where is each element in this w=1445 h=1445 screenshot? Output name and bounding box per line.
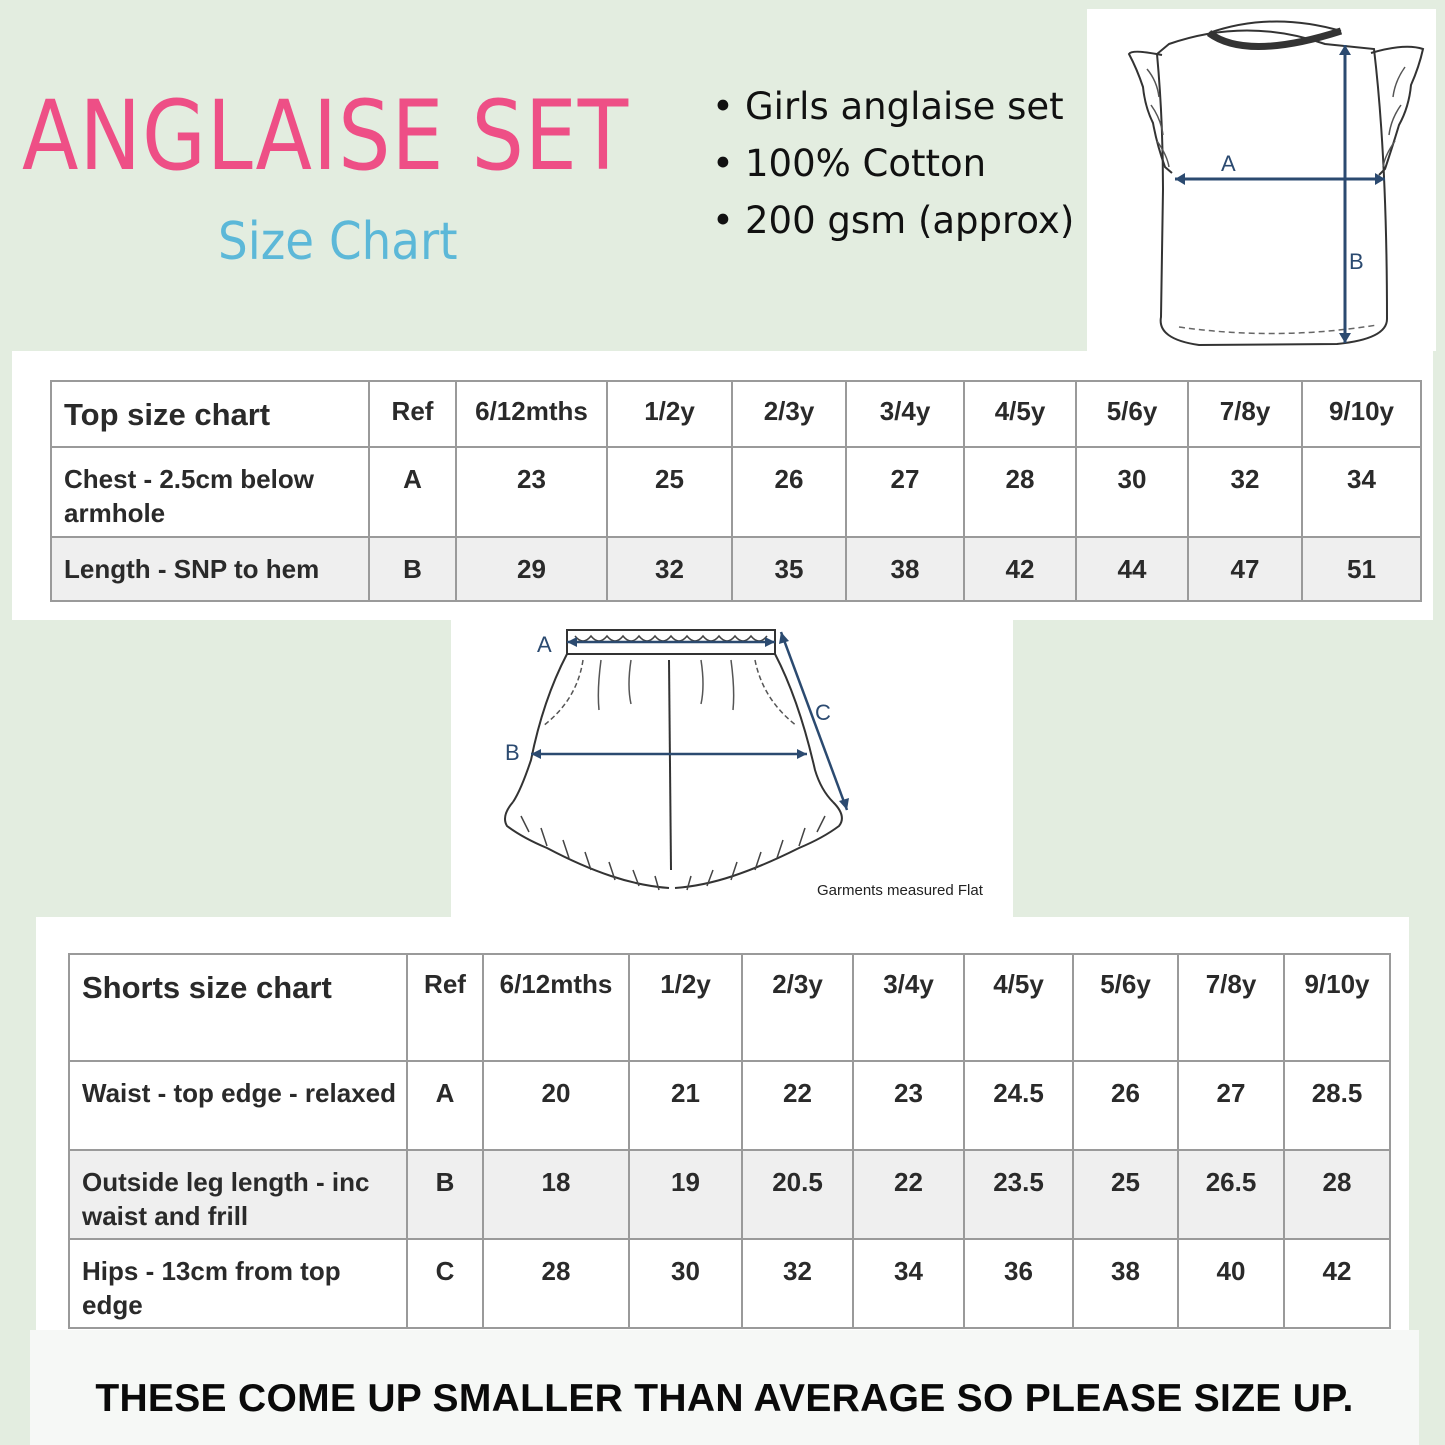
- table-cell: 28: [1284, 1150, 1390, 1239]
- row-label: Outside leg length - inc waist and frill: [69, 1150, 407, 1239]
- table-cell: 27: [846, 447, 964, 537]
- table-cell: 32: [1188, 447, 1302, 537]
- table-cell: 38: [1073, 1239, 1178, 1328]
- row-ref: A: [407, 1061, 483, 1150]
- shorts-size-chart: [68, 953, 1391, 1329]
- table-header-row: [69, 954, 1390, 1061]
- row-label: Hips - 13cm from top edge: [69, 1239, 407, 1328]
- dimension-label-b: B: [505, 740, 520, 765]
- feature-item: • 100% Cotton: [712, 135, 1074, 192]
- row-ref: B: [407, 1150, 483, 1239]
- table-cell: 26: [1073, 1061, 1178, 1150]
- column-header-size: 5/6y: [1076, 381, 1188, 447]
- row-label: Length - SNP to hem: [51, 537, 369, 601]
- table-row: [51, 537, 1421, 601]
- column-header-size: 7/8y: [1188, 381, 1302, 447]
- feature-item: • 200 gsm (approx): [712, 192, 1074, 249]
- page-subtitle: Size Chart: [218, 212, 458, 272]
- table-cell: 28: [964, 447, 1076, 537]
- table-cell: 27: [1178, 1061, 1284, 1150]
- table-cell: 25: [607, 447, 732, 537]
- column-header-size: 6/12mths: [483, 954, 629, 1061]
- top-size-chart: [50, 380, 1422, 602]
- table-cell: 26: [732, 447, 846, 537]
- shorts-size-chart-panel: [36, 917, 1409, 1330]
- table-cell: 28: [483, 1239, 629, 1328]
- dimension-label-c: C: [815, 700, 831, 725]
- column-header-size: 1/2y: [607, 381, 732, 447]
- sizing-note-panel: [30, 1330, 1419, 1445]
- table-cell: 26.5: [1178, 1150, 1284, 1239]
- dimension-label-a: A: [1221, 151, 1236, 176]
- table-title: Top size chart: [51, 381, 369, 447]
- row-ref: B: [369, 537, 456, 601]
- column-header-size: 9/10y: [1302, 381, 1421, 447]
- table-cell: 22: [742, 1061, 853, 1150]
- column-header-size: 4/5y: [964, 381, 1076, 447]
- top-garment-illustration: [1087, 9, 1436, 351]
- table-row: [69, 1150, 1390, 1239]
- column-header-size: 3/4y: [846, 381, 964, 447]
- table-title: Shorts size chart: [69, 954, 407, 1061]
- table-cell: 29: [456, 537, 607, 601]
- table-cell: 38: [846, 537, 964, 601]
- table-cell: 21: [629, 1061, 742, 1150]
- table-cell: 28.5: [1284, 1061, 1390, 1150]
- table-cell: 23: [456, 447, 607, 537]
- column-header-size: 7/8y: [1178, 954, 1284, 1061]
- table-cell: 40: [1178, 1239, 1284, 1328]
- dimension-label-a: A: [537, 632, 552, 657]
- table-cell: 42: [1284, 1239, 1390, 1328]
- row-ref: A: [369, 447, 456, 537]
- column-header-size: 4/5y: [964, 954, 1073, 1061]
- table-row: [51, 447, 1421, 537]
- table-cell: 19: [629, 1150, 742, 1239]
- column-header-size: 6/12mths: [456, 381, 607, 447]
- table-cell: 18: [483, 1150, 629, 1239]
- table-cell: 20.5: [742, 1150, 853, 1239]
- table-cell: 23: [853, 1061, 964, 1150]
- table-cell: 34: [1302, 447, 1421, 537]
- feature-list: [712, 78, 1074, 249]
- dimension-label-b: B: [1349, 249, 1364, 274]
- column-header-size: 1/2y: [629, 954, 742, 1061]
- table-cell: 32: [607, 537, 732, 601]
- table-cell: 25: [1073, 1150, 1178, 1239]
- column-header-size: 5/6y: [1073, 954, 1178, 1061]
- table-cell: 23.5: [964, 1150, 1073, 1239]
- column-header-ref: Ref: [407, 954, 483, 1061]
- table-cell: 51: [1302, 537, 1421, 601]
- table-cell: 44: [1076, 537, 1188, 601]
- column-header-size: 3/4y: [853, 954, 964, 1061]
- measurement-note: Garments measured Flat: [817, 882, 983, 899]
- row-label: Chest - 2.5cm below armhole: [51, 447, 369, 537]
- shorts-diagram: [451, 620, 1013, 917]
- table-cell: 35: [732, 537, 846, 601]
- table-cell: 20: [483, 1061, 629, 1150]
- row-ref: C: [407, 1239, 483, 1328]
- sizing-note: THESE COME UP SMALLER THAN AVERAGE SO PLEASE SIZE UP.: [95, 1377, 1354, 1420]
- table-row: [69, 1061, 1390, 1150]
- column-header-size: 2/3y: [732, 381, 846, 447]
- table-cell: 30: [629, 1239, 742, 1328]
- column-header-size: 9/10y: [1284, 954, 1390, 1061]
- table-cell: 30: [1076, 447, 1188, 537]
- table-cell: 36: [964, 1239, 1073, 1328]
- top-diagram: [1087, 9, 1436, 351]
- column-header-size: 2/3y: [742, 954, 853, 1061]
- table-header-row: [51, 381, 1421, 447]
- row-label: Waist - top edge - relaxed: [69, 1061, 407, 1150]
- top-size-chart-panel: [12, 351, 1433, 620]
- shorts-illustration: [451, 620, 1013, 917]
- page-title: ANGLAISE SET: [22, 80, 630, 192]
- table-cell: 34: [853, 1239, 964, 1328]
- column-header-ref: Ref: [369, 381, 456, 447]
- feature-item: • Girls anglaise set: [712, 78, 1074, 135]
- table-cell: 42: [964, 537, 1076, 601]
- table-cell: 24.5: [964, 1061, 1073, 1150]
- table-cell: 47: [1188, 537, 1302, 601]
- table-cell: 32: [742, 1239, 853, 1328]
- table-cell: 22: [853, 1150, 964, 1239]
- table-row: [69, 1239, 1390, 1328]
